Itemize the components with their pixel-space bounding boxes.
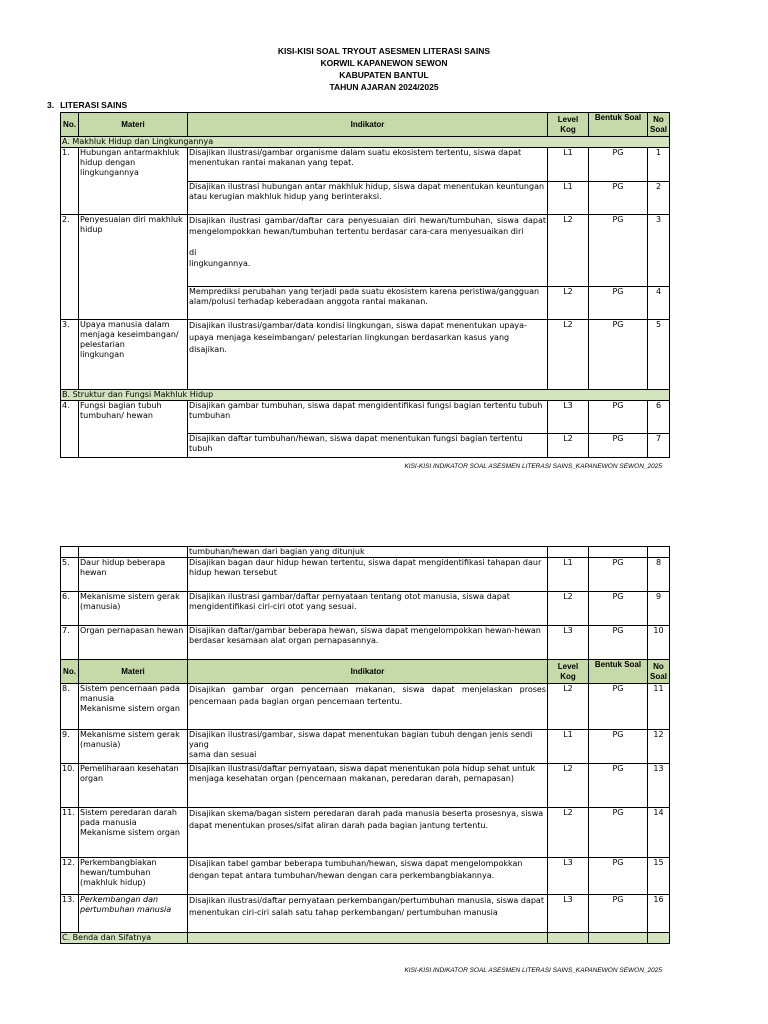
row-indikator xyxy=(188,592,548,626)
row-nosoal: 13 xyxy=(648,764,670,808)
row-level: L3 xyxy=(548,401,589,434)
row-bentuk: PG xyxy=(589,401,648,434)
table-row xyxy=(61,401,670,434)
indikator-line: Memprediksi perubahan yang terjadi pada suatu ekosistem karena peristiwa/gangguan xyxy=(189,287,540,296)
row-indikator xyxy=(188,558,548,592)
row-nosoal: 11 xyxy=(648,684,670,730)
page-footer-1: KISI-KISI INDIKATOR SOAL ASESMEN LITERASI SAINS_KAPANEWON SEWON_2025 xyxy=(404,463,662,470)
row-materi: Pemeliharaan kesehatan organ xyxy=(79,764,188,808)
row-bentuk: PG xyxy=(589,320,648,390)
indikator-line: Disajikan gambar tumbuhan, siswa dapat mengidentifikasi fungsi bagian tertentu tubuh xyxy=(189,401,543,410)
col-header-bentuk-soal: Bentuk Soal xyxy=(589,660,648,684)
section-number: 3. xyxy=(47,100,55,110)
table-row xyxy=(61,858,670,895)
row-nosoal: 6 xyxy=(648,401,670,434)
row-nosoal: 2 xyxy=(648,182,670,215)
row-no: 5. xyxy=(61,558,79,592)
group-label-b: B. Struktur dan Fungsi Makhluk Hidup xyxy=(61,390,670,401)
doc-title-line-3: KABUPATEN BANTUL xyxy=(339,70,429,80)
materi-line: Sistem pencernaan pada manusia xyxy=(80,684,180,703)
row-indikator xyxy=(188,730,548,764)
row-no: 13. xyxy=(61,895,79,933)
indikator-line: Disajikan ilustrasi/daftar pernyataan perkembangan/pertumbuhan manusia, siswa dapat menentukan ciri-ciri salah satu tahap perkembangan/ pertumbuhan manusia xyxy=(189,896,544,917)
group-row-a xyxy=(61,137,670,148)
group-label-c: C. Benda dan Sifatnya xyxy=(61,933,188,944)
row-materi: Mekanisme sistem gerak (manusia) xyxy=(79,730,188,764)
col-header-materi: Materi xyxy=(79,113,188,137)
row-level: L1 xyxy=(548,182,589,215)
group-row-c xyxy=(61,933,670,944)
row-indikator xyxy=(188,808,548,858)
table-header-row xyxy=(61,113,670,137)
row-no: 1. xyxy=(61,148,79,215)
col-header-bentuk-soal: Bentuk Soal xyxy=(589,113,648,137)
table-row xyxy=(61,684,670,730)
row-indikator xyxy=(188,895,548,933)
indikator-line: atau kerugian makhluk hidup yang berinteraksi. xyxy=(189,192,382,201)
indikator-line: Disajikan daftar/gambar beberapa hewan, siswa dapat mengelompokkan hewan-hewan berdasar kesamaan alat organ pernapasannya. xyxy=(189,626,541,645)
doc-title-line-1: KISI-KISI SOAL TRYOUT ASESMEN LITERASI SAINS xyxy=(277,46,491,56)
col-header-indikator: Indikator xyxy=(188,660,548,684)
indikator-line: Disajikan gambar organ pencernaan makanan, siswa dapat menjelaskan proses pencernaan pada bagian organ pencernaan tertentu. xyxy=(189,685,546,706)
row-no: 2. xyxy=(61,215,79,320)
row-nosoal: 15 xyxy=(648,858,670,895)
row-bentuk: PG xyxy=(589,215,648,287)
row-no: 10. xyxy=(61,764,79,808)
row-nosoal: 9 xyxy=(648,592,670,626)
row-indikator: Disajikan ilustrasi/gambar/data kondisi lingkungan, siswa dapat menentukan upaya-upaya menjaga keseimbangan/ pelestarian lingkungan berdasarkan kasus yang disajikan. xyxy=(188,320,548,390)
row-indikator xyxy=(188,764,548,808)
indikator-line: lingkungannya. xyxy=(189,259,251,268)
indikator-line: menjaga kesehatan organ (pencernaan makanan, peredaran darah, pernapasan) xyxy=(189,774,514,783)
col-header-indikator: Indikator xyxy=(188,113,548,137)
row-bentuk: PG xyxy=(589,626,648,660)
row-bentuk: PG xyxy=(589,808,648,858)
row-indikator xyxy=(188,434,548,458)
row-bentuk: PG xyxy=(589,858,648,895)
row-no: 11. xyxy=(61,808,79,858)
row-level: L2 xyxy=(548,287,589,320)
materi-line: Mekanisme sistem organ xyxy=(80,704,180,713)
row-nosoal: 5 xyxy=(648,320,670,390)
row-indikator xyxy=(188,626,548,660)
materi-line: lingkungan xyxy=(80,350,125,359)
indikator-line: Disajikan skema/bagan sistem peredaran darah pada manusia beserta prosesnya, siswa dapat menentukan proses/sifat aliran darah pada bagian jantung tertentu. xyxy=(189,809,544,830)
col-header-no: No. xyxy=(61,113,79,137)
indikator-line: alam/polusi terhadap keberadaan anggota rantai makanan. xyxy=(189,297,428,306)
row-nosoal: 1 xyxy=(648,148,670,182)
indikator-line: Disajikan ilustrasi/gambar, siswa dapat menentukan bagian tubuh dengan jenis sendi yang xyxy=(189,730,533,749)
row-indikator xyxy=(188,401,548,434)
table-row xyxy=(61,895,670,933)
page-footer-2: KISI-KISI INDIKATOR SOAL ASESMEN LITERASI SAINS_KAPANEWON SEWON_2025 xyxy=(404,967,662,974)
row-no: 8. xyxy=(61,684,79,730)
row-indikator xyxy=(188,148,548,182)
materi-line: Mekanisme sistem organ xyxy=(80,828,180,837)
row-nosoal: 8 xyxy=(648,558,670,592)
row-level: L2 xyxy=(548,592,589,626)
table-row xyxy=(61,558,670,592)
row-indikator xyxy=(188,182,548,215)
row-materi: Perkembangbiakan hewan/tumbuhan (makhluk hidup) xyxy=(79,858,188,895)
indikator-line: Disajikan ilustrasi hubungan antar makhluk hidup, siswa dapat menentukan keuntungan xyxy=(189,182,545,191)
row-bentuk: PG xyxy=(589,764,648,808)
table-row xyxy=(61,730,670,764)
col-header-no-soal: No Soal xyxy=(648,660,670,684)
table-row xyxy=(61,547,670,558)
row-bentuk: PG xyxy=(589,895,648,933)
row-bentuk: PG xyxy=(589,182,648,215)
col-header-level: Level Kog xyxy=(548,660,589,684)
indikator-line: menentukan rantai makanan yang tepat. xyxy=(189,158,354,167)
row-materi: Hubungan antarmakhluk hidup dengan lingkungannya xyxy=(79,148,188,215)
table-row xyxy=(61,592,670,626)
row-bentuk: PG xyxy=(589,434,648,458)
row-indikator xyxy=(188,684,548,730)
row-materi: Organ pernapasan hewan xyxy=(79,626,188,660)
row-level: L3 xyxy=(548,895,589,933)
row-no: 3. xyxy=(61,320,79,390)
doc-title-line-4: TAHUN AJARAN 2024/2025 xyxy=(329,82,439,92)
row-no: 4. xyxy=(61,401,79,458)
indikator-line: Disajikan ilustrasi gambar/daftar cara penyesuaian diri hewan/tumbuhan, siswa dapat mengelompokkan hewan/tumbuhan tertentu berdasar cara-cara menyesuaikan diri xyxy=(189,216,546,236)
col-header-no: No. xyxy=(61,660,79,684)
indikator-line: hidup hewan tersebut xyxy=(189,568,277,577)
indikator-line: Disajikan ilustrasi/gambar organisme dalam suatu ekosistem tertentu, siswa dapat xyxy=(189,148,522,157)
row-no: 12. xyxy=(61,858,79,895)
row-indikator xyxy=(188,287,548,320)
row-level: L2 xyxy=(548,434,589,458)
row-level: L2 xyxy=(548,764,589,808)
row-indikator xyxy=(188,858,548,895)
kisi-kisi-table-page-1 xyxy=(60,112,670,458)
row-nosoal: 7 xyxy=(648,434,670,458)
row-indikator xyxy=(188,215,548,287)
col-header-level: Level Kog xyxy=(548,113,589,137)
group-label-a: A. Makhluk Hidup dan Lingkungannya xyxy=(61,137,670,148)
row-materi xyxy=(79,808,188,858)
row-bentuk: PG xyxy=(589,148,648,182)
table-row xyxy=(61,626,670,660)
group-row-b xyxy=(61,390,670,401)
row-indikator-continued: tumbuhan/hewan dari bagian yang ditunjuk xyxy=(188,547,548,558)
table-row xyxy=(61,320,670,390)
row-materi: Daur hidup beberapa hewan xyxy=(79,558,188,592)
indikator-line: Disajikan bagan daur hidup hewan tertentu, siswa dapat mengidentifikasi tahapan daur xyxy=(189,558,542,567)
table-row xyxy=(61,215,670,287)
row-bentuk: PG xyxy=(589,684,648,730)
row-level: L2 xyxy=(548,320,589,390)
row-no: 6. xyxy=(61,592,79,626)
indikator-line: mengidentifikasi ciri-ciri otot yang sesuai. xyxy=(189,602,357,611)
row-level: L1 xyxy=(548,558,589,592)
indikator-line: Disajikan daftar tumbuhan/hewan, siswa dapat menentukan fungsi bagian tertentu tubuh xyxy=(189,434,523,453)
indikator-line: di xyxy=(189,248,197,257)
row-level: L1 xyxy=(548,148,589,182)
row-nosoal: 16 xyxy=(648,895,670,933)
row-materi: Perkembangan dan pertumbuhan manusia xyxy=(79,895,188,933)
table-row xyxy=(61,808,670,858)
row-level: L1 xyxy=(548,730,589,764)
row-level: L2 xyxy=(548,215,589,287)
doc-title-line-2: KORWIL KAPANEWON SEWON xyxy=(320,58,448,68)
row-bentuk: PG xyxy=(589,558,648,592)
row-no: 9. xyxy=(61,730,79,764)
col-header-no-soal: No Soal xyxy=(648,113,670,137)
indikator-line: Disajikan ilustrasi gambar/daftar pernyataan tentang otot manusia, siswa dapat xyxy=(189,592,510,601)
row-no: 7. xyxy=(61,626,79,660)
row-materi xyxy=(79,320,188,390)
section-title: LITERASI SAINS xyxy=(60,100,128,110)
row-level: L3 xyxy=(548,858,589,895)
row-nosoal: 4 xyxy=(648,287,670,320)
table-row xyxy=(61,148,670,182)
row-level: L2 xyxy=(548,808,589,858)
row-materi: Mekanisme sistem gerak (manusia) xyxy=(79,592,188,626)
row-nosoal: 3 xyxy=(648,215,670,287)
row-nosoal: 10 xyxy=(648,626,670,660)
materi-line: pelestarian xyxy=(80,340,125,349)
row-level: L2 xyxy=(548,684,589,730)
table-header-row xyxy=(61,660,670,684)
row-materi xyxy=(79,684,188,730)
table-row xyxy=(61,764,670,808)
indikator-line: Disajikan tabel gambar beberapa tumbuhan/hewan, siswa dapat mengelompokkan dengan tepat antara tumbuhan/hewan dengan cara perkembangbiakannya. xyxy=(189,859,523,880)
indikator-line: sama dan sesuai xyxy=(189,750,257,759)
col-header-materi: Materi xyxy=(79,660,188,684)
indikator-line: Disajikan ilustrasi/daftar pernyataan, siswa dapat menentukan pola hidup sehat untuk xyxy=(189,764,536,773)
row-bentuk: PG xyxy=(589,730,648,764)
row-materi: Penyesuaian diri makhluk hidup xyxy=(79,215,188,320)
indikator-line: tumbuhan xyxy=(189,411,231,420)
row-materi: Fungsi bagian tubuh tumbuhan/ hewan xyxy=(79,401,188,458)
row-bentuk: PG xyxy=(589,592,648,626)
row-nosoal: 14 xyxy=(648,808,670,858)
kisi-kisi-table-page-2 xyxy=(60,546,670,944)
section-heading xyxy=(47,100,133,110)
materi-line: Upaya manusia dalam menjaga keseimbangan/ xyxy=(80,320,179,339)
materi-line: Sistem peredaran darah pada manusia xyxy=(80,808,177,827)
row-bentuk: PG xyxy=(589,287,648,320)
row-nosoal: 12 xyxy=(648,730,670,764)
row-level: L3 xyxy=(548,626,589,660)
